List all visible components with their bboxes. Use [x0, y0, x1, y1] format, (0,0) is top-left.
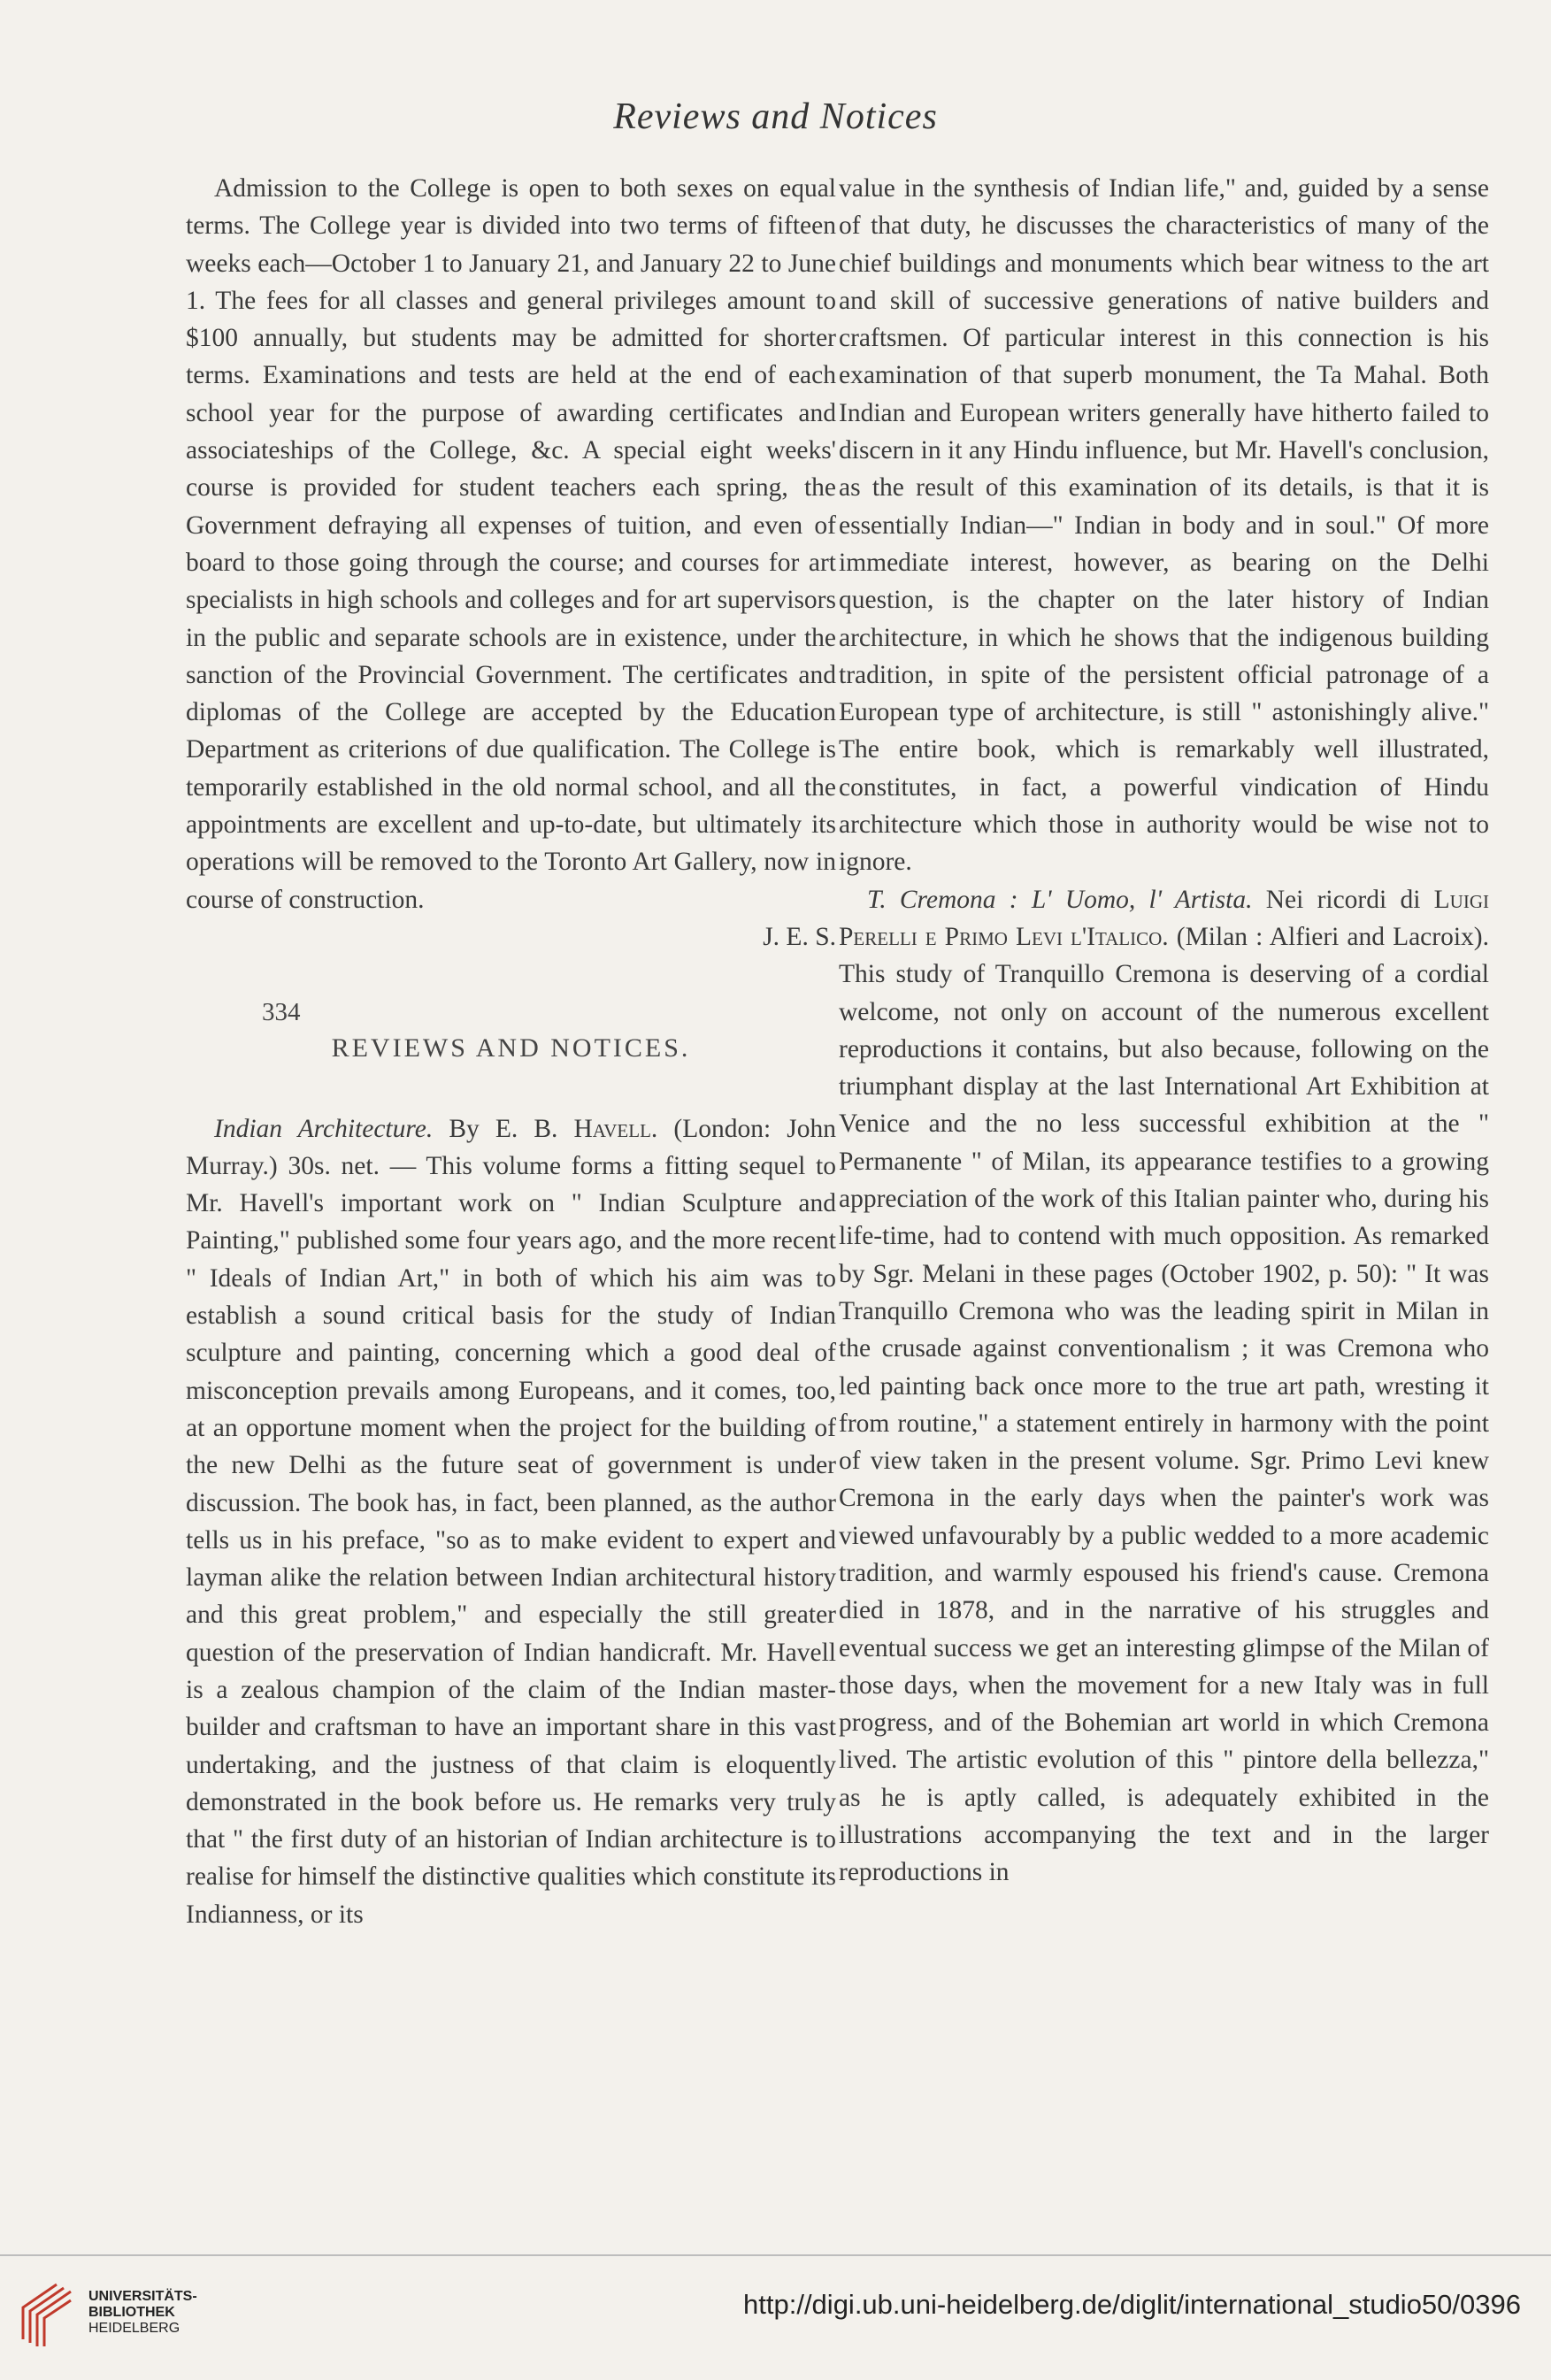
library-logo-text	[88, 2289, 197, 2337]
review-subtitle: Nei ricordi di	[1252, 885, 1434, 914]
review-cremona	[839, 881, 1489, 1892]
right-column	[839, 170, 1489, 1892]
review-authors: Luigi Perelli e Primo Levi l'Italico.	[839, 885, 1489, 951]
logo-line-1: UNIVERSITÄTS-	[88, 2289, 197, 2304]
review-body: (Milan : Alfieri and Lacroix). This study of Tranquillo Cremona is deserving of a cordial welcome, not only on account of the numerous excellent reproductions it contains, but also because, following on the triumphant display at the last International Art Exhibition at Venice and the no less successful exhibition at the " Permanente " of Milan, its appearance testifies to a growing appreciation of the work of this Italian painter who, during his life-time, had to contend with much opposition. As remarked by Sgr. Melani in these pages (October 1902, p. 50): " It was Tranquillo Cremona who was the leading spirit in Milan in the crusade against conventionalism ; it was Cremona who led painting back once more to the true art path, wresting it from routine," a statement entirely in harmony with the point of view taken in the present volume. Sgr. Primo Levi knew Cremona in the early days when the painter's work was viewed unfavourably by a public wedded to a more academic tradition, and warmly espoused his friend's cause. Cremona died in 1878, and in the narrative of his struggles and eventual success we get an interesting glimpse of the Milan of those days, when the movement for a new Italy was in full progress, and of the Bohemian art world in which Cremona lived. The artistic evolution of this " pintore della bellezza," as he is aptly called, is adequately exhibited in the illustrations accompanying the text and in the larger reproductions in	[839, 922, 1489, 1887]
library-logo-icon	[16, 2277, 78, 2348]
review-author: Havell.	[573, 1114, 658, 1143]
review-title: T. Cremona : L' Uomo, l' Artista.	[867, 885, 1253, 914]
admission-paragraph: Admission to the College is open to both sexes on equal terms. The College year is divided into two terms of fifteen weeks each—October 1 to January 21, and January 22 to June 1. The fees for all classes and general privileges amount to $100 annually, but students may be admitted for shorter terms. Examinations and tests are held at the end of each school year for the purpose of awarding certificates and associateships of the College, &c. A special eight weeks' course is provided for student teachers each spring, the Government defraying all expenses of tuition, and even of board to those going through the course; and courses for art specialists in high schools and colleges and for art supervisors in the public and separate schools are in existence, under the sanction of the Provincial Government. The certificates and diplomas of the College are accepted by the Education Department as criterions of due qualification. The College is temporarily established in the old normal school, and all the appointments are excellent and up-to-date, but ultimately its operations will be removed to the Toronto Art Gallery, now in course of construction.	[186, 174, 836, 914]
footer-divider	[0, 2254, 1551, 2256]
logo-line-2: BIBLIOTHEK	[88, 2305, 175, 2320]
source-url-link[interactable]: http://digi.ub.uni-heidelberg.de/diglit/international_studio50/0396	[743, 2289, 1521, 2320]
logo-line-3: HEIDELBERG	[88, 2321, 180, 2336]
review-title: Indian Architecture.	[214, 1114, 434, 1143]
signature: J. E. S.	[763, 922, 836, 951]
running-title: Reviews and Notices	[613, 96, 938, 137]
left-column	[186, 170, 836, 1933]
review-indian-architecture	[186, 1110, 836, 1934]
review-body: (London: John Murray.) 30s. net. — This volume forms a fitting sequel to Mr. Havell's important work on " Indian Sculpture and Painting," published some four years ago, and the more recent " Ideals of Indian Art," in both of which his aim was to establish a sound critical basis for the study of Indian sculpture and painting, concerning which a good deal of misconception prevails among Europeans, and it comes, too, at an opportune moment when the project for the building of the new Delhi as the future seat of government is under discussion. The book has, in fact, been planned, as the author tells us in his preface, "so as to make evident to expert and layman alike the relation between Indian architectural history and this great problem," and especially the still greater question of the preservation of Indian handicraft. Mr. Havell is a zealous champion of the claim of the Indian master-builder and craftsman to have an important share in this vast undertaking, and the justness of that claim is eloquently demonstrated in the book before us. He remarks very truly that " the first duty of an historian of Indian architecture is to realise for himself the distinctive qualities which constitute its Indianness, or its	[186, 1114, 836, 1929]
review-continued: value in the synthesis of Indian life," and, guided by a sense of that duty, he discusses the characteristics of many of the chief buildings and monuments which bear witness to the art and skill of successive generations of native builders and craftsmen. Of particular interest in this connection is his examination of that superb monument, the Ta Mahal. Both Indian and European writers generally have hitherto failed to discern in it any Hindu influence, but Mr. Havell's conclusion, as the result of this examination of its details, is that it is essentially Indian—" Indian in body and in soul." Of more immediate interest, however, as bearing on the Delhi question, is the chapter on the later history of Indian architecture, in which he shows that the indigenous building tradition, in spite of the persistent official patronage of a European type of architecture, is still " astonishingly alive." The entire book, which is remarkably well illustrated, constitutes, in fact, a powerful vindication of Hindu architecture which those in authority would be wise not to ignore.	[839, 174, 1489, 877]
review-byline: By E. B.	[433, 1114, 574, 1143]
section-heading: REVIEWS AND NOTICES.	[331, 1033, 691, 1063]
page-number: 334	[262, 998, 301, 1026]
